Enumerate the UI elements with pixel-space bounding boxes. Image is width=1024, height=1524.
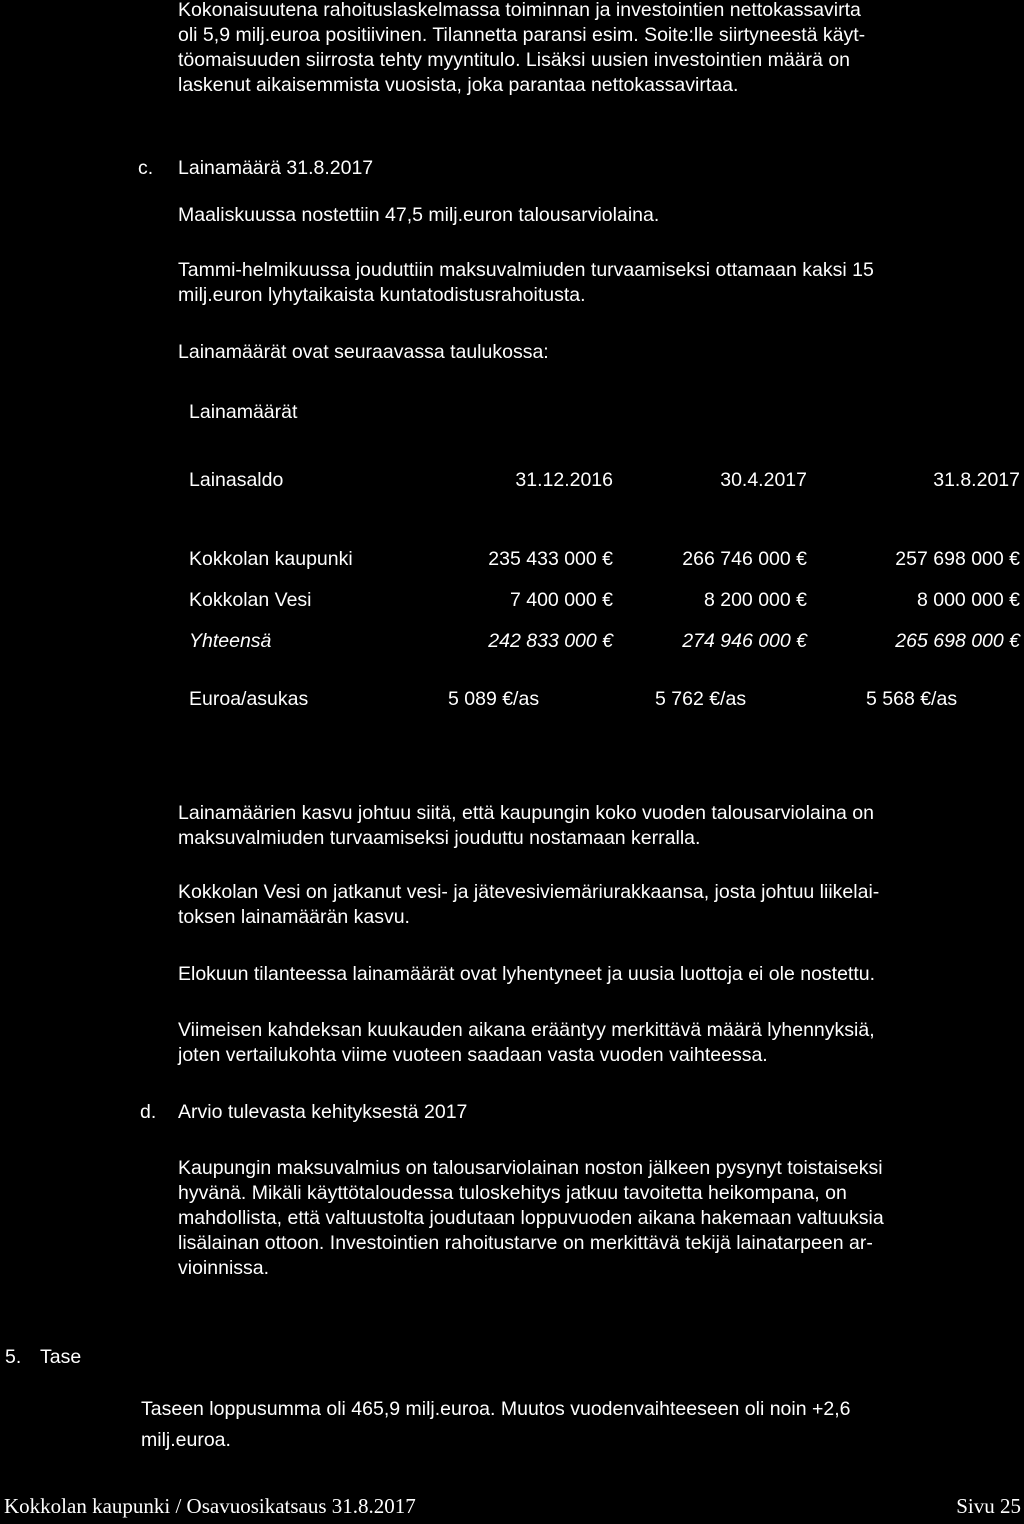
footer-document-title: Kokkolan kaupunki / Osavuosikatsaus 31.8.2017: [4, 1494, 416, 1518]
table-header-date: 31.12.2016: [515, 469, 613, 491]
row-value: 242 833 000 €: [488, 630, 613, 652]
text-line: töomaisuuden siirrosta tehty myyntitulo. Lisäksi uusien investointien määrä on: [178, 49, 851, 71]
text-line: toksen lainamäärän kasvu.: [178, 906, 410, 928]
after-table-paragraph-3: Elokuun tilanteessa lainamäärät ovat lyhentyneet ja uusia luottoja ei ole nostettu.: [178, 963, 876, 985]
after-table-paragraph-4: [178, 1018, 1024, 1068]
text-line: lisälainan ottoon. Investointien rahoitustarve on merkittävä tekijä lainatarpeen ar-: [178, 1232, 873, 1254]
table-header-date: 31.8.2017: [933, 469, 1020, 491]
row-label: Yhteensä: [189, 630, 272, 652]
row-value: 8 000 000 €: [916, 589, 1020, 611]
row-value: 8 200 000 €: [703, 589, 807, 611]
text-line: mahdollista, että valtuustolta joudutaan loppuvuoden aikana hakemaan valtuuksia: [178, 1207, 884, 1229]
table-header-date: 30.4.2017: [720, 469, 807, 491]
section-c-paragraph-1: Maaliskuussa nostettiin 47,5 milj.euron talousarviolaina.: [178, 204, 660, 226]
after-table-paragraph-2: [178, 880, 1024, 930]
row-label: Kokkolan Vesi: [189, 589, 312, 611]
text-line: Kokonaisuutena rahoituslaskelmassa toiminnan ja investointien nettokassavirta: [178, 0, 861, 21]
table-title: Lainamäärät: [189, 401, 298, 423]
text-line: Taseen loppusumma oli 465,9 milj.euroa. Muutos vuodenvaihteeseen oli noin +2,6: [141, 1398, 851, 1420]
row-value: 5 762 €/as: [655, 688, 747, 710]
text-line: maksuvalmiuden turvaamiseksi jouduttu nostamaan kerralla.: [178, 827, 701, 849]
text-line: Viimeisen kahdeksan kuukauden aikana erääntyy merkittävä määrä lyhennyksiä,: [178, 1019, 875, 1041]
text-line: joten vertailukohta viime vuoteen saadaan vasta vuoden vaihteessa.: [178, 1044, 768, 1066]
row-value: 7 400 000 €: [509, 589, 613, 611]
section-d-paragraph: [178, 1156, 1024, 1281]
text-line: milj.euron lyhytaikaista kuntatodistusrahoitusta.: [178, 284, 586, 306]
row-value: 5 089 €/as: [448, 688, 540, 710]
text-line: hyvänä. Mikäli käyttötaloudessa tuloskehitys jatkuu tavoitetta heikompana, on: [178, 1182, 847, 1204]
row-label: Kokkolan kaupunki: [189, 548, 353, 570]
section-c-number: c.: [138, 157, 154, 179]
section-d-number: d.: [140, 1101, 157, 1123]
intro-paragraph: [178, 0, 1024, 98]
footer-page-number: Sivu 25: [956, 1494, 1021, 1518]
section-c-heading: Lainamäärä 31.8.2017: [178, 157, 374, 179]
row-value: 257 698 000 €: [895, 548, 1020, 570]
section-d-heading: Arvio tulevasta kehityksestä 2017: [178, 1101, 468, 1123]
text-line: vioinnissa.: [178, 1257, 270, 1279]
row-value: 235 433 000 €: [488, 548, 613, 570]
row-value: 5 568 €/as: [866, 688, 958, 710]
text-line: milj.euroa.: [141, 1429, 231, 1451]
section-c-paragraph-3: Lainamäärät ovat seuraavassa taulukossa:: [178, 341, 549, 363]
table-header-label: Lainasaldo: [189, 469, 284, 491]
row-value: 265 698 000 €: [895, 630, 1020, 652]
text-line: Kaupungin maksuvalmius on talousarviolainan noston jälkeen pysynyt toistaiseksi: [178, 1157, 883, 1179]
section-5-number: 5.: [5, 1346, 22, 1368]
section-5-heading: Tase: [40, 1346, 82, 1368]
text-line: oli 5,9 milj.euroa positiivinen. Tilannetta paransi esim. Soite:lle siirtyneestä käyt-: [178, 24, 866, 46]
section-5-paragraph: [141, 1394, 851, 1456]
text-line: Lainamäärien kasvu johtuu siitä, että kaupungin koko vuoden talousarviolaina on: [178, 802, 874, 824]
text-line: Tammi-helmikuussa jouduttiin maksuvalmiuden turvaamiseksi ottamaan kaksi 15: [178, 259, 874, 281]
text-line: laskenut aikaisemmista vuosista, joka parantaa nettokassavirtaa.: [178, 74, 739, 96]
section-c-paragraph-2: [178, 258, 1024, 308]
row-label: Euroa/asukas: [189, 688, 309, 710]
row-value: 266 746 000 €: [682, 548, 807, 570]
text-line: Kokkolan Vesi on jatkanut vesi- ja jätevesiviemäriurakkaansa, josta johtuu liikelai-: [178, 881, 880, 903]
row-value: 274 946 000 €: [682, 630, 807, 652]
after-table-paragraph-1: [178, 801, 1024, 851]
